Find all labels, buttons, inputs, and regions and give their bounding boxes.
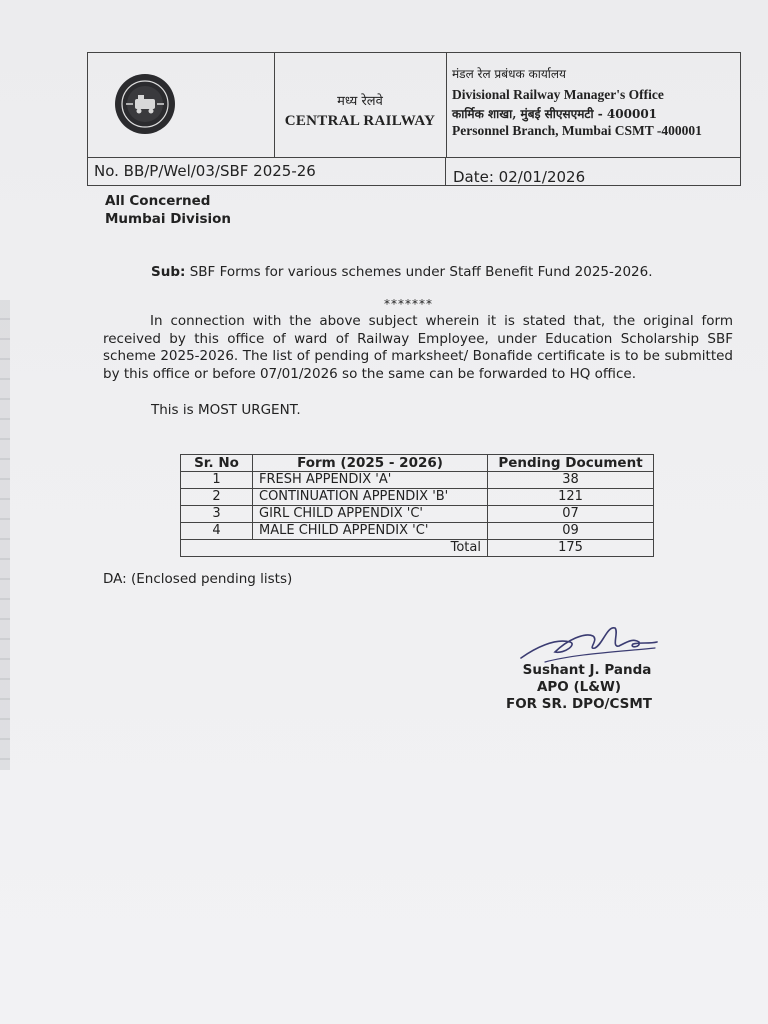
table-header-row — [181, 455, 654, 472]
addressee-line-1: All Concerned — [105, 193, 211, 209]
column-header-sr-no: Sr. No — [181, 455, 253, 472]
branch-name: Personnel Branch, Mumbai CSMT -400001 — [452, 123, 702, 138]
cell-sr-no: 3 — [181, 506, 253, 523]
railway-name-hindi: मध्य रेलवे — [337, 94, 383, 109]
table-row — [181, 506, 654, 523]
cell-pending: 121 — [488, 489, 654, 506]
cell-sr-no: 2 — [181, 489, 253, 506]
cell-sr-no: 1 — [181, 472, 253, 489]
signatory-name: Sushant J. Panda — [522, 662, 652, 678]
table-row — [181, 472, 654, 489]
subject-text: SBF Forms for various schemes under Staff Benefit Fund 2025-2026. — [185, 264, 653, 280]
indian-railways-logo-icon — [114, 73, 176, 135]
logo-cell — [88, 53, 275, 157]
signatory-block — [494, 662, 664, 713]
cell-pending: 09 — [488, 523, 654, 540]
office-name-hindi: मंडल रेल प्रबंधक कार्यालय — [452, 67, 566, 81]
railway-name: CENTRAL RAILWAY — [284, 113, 436, 129]
cell-form: MALE CHILD APPENDIX 'C' — [253, 523, 488, 540]
body-text: In connection with the above subject wherein it is stated that, the original form received by this office of ward of Railway Employee, under Education Scholarship SBF scheme 2025-2026. The list of pending of marksheet/ Bonafide certificate is to be submitted by this office or before 07/01/2026 so the same can be forwarded to HQ office. — [103, 313, 733, 382]
signatory-for: FOR SR. DPO/CSMT — [505, 696, 653, 712]
branch-hindi: कार्मिक शाखा, मुंबई सीएसएमटी - 400001 — [452, 107, 658, 121]
office-address-cell — [446, 53, 740, 157]
table-row — [181, 523, 654, 540]
table-row — [181, 489, 654, 506]
enclosure-note: DA: (Enclosed pending lists) — [103, 571, 293, 587]
reference-number: No. BB/P/Wel/03/SBF 2025-26 — [94, 162, 316, 180]
reference-row — [88, 157, 740, 185]
body-paragraph — [103, 313, 733, 383]
cell-pending: 38 — [488, 472, 654, 489]
total-label: Total — [181, 540, 488, 557]
letterhead-box — [87, 52, 741, 186]
cell-sr-no: 4 — [181, 523, 253, 540]
table-total-row — [181, 540, 654, 557]
addressee-line-2: Mumbai Division — [105, 211, 232, 227]
pending-documents-table — [180, 454, 654, 557]
column-header-form: Form (2025 - 2026) — [253, 455, 488, 472]
urgent-note: This is MOST URGENT. — [151, 402, 301, 418]
signatory-designation: APO (L&W) — [536, 679, 622, 695]
page-edge-shadow — [0, 300, 10, 770]
subject-line — [151, 264, 653, 280]
office-name: Divisional Railway Manager's Office — [452, 87, 664, 102]
subject-label: Sub: — [151, 264, 186, 280]
column-header-pending: Pending Document — [488, 455, 654, 472]
cell-form: GIRL CHILD APPENDIX 'C' — [253, 506, 488, 523]
cell-form: FRESH APPENDIX 'A' — [253, 472, 488, 489]
cell-form: CONTINUATION APPENDIX 'B' — [253, 489, 488, 506]
cell-pending: 07 — [488, 506, 654, 523]
total-value: 175 — [488, 540, 654, 557]
letter-date: Date: 02/01/2026 — [453, 168, 586, 186]
separator: ******* — [384, 297, 433, 311]
railway-name-cell — [274, 53, 447, 157]
